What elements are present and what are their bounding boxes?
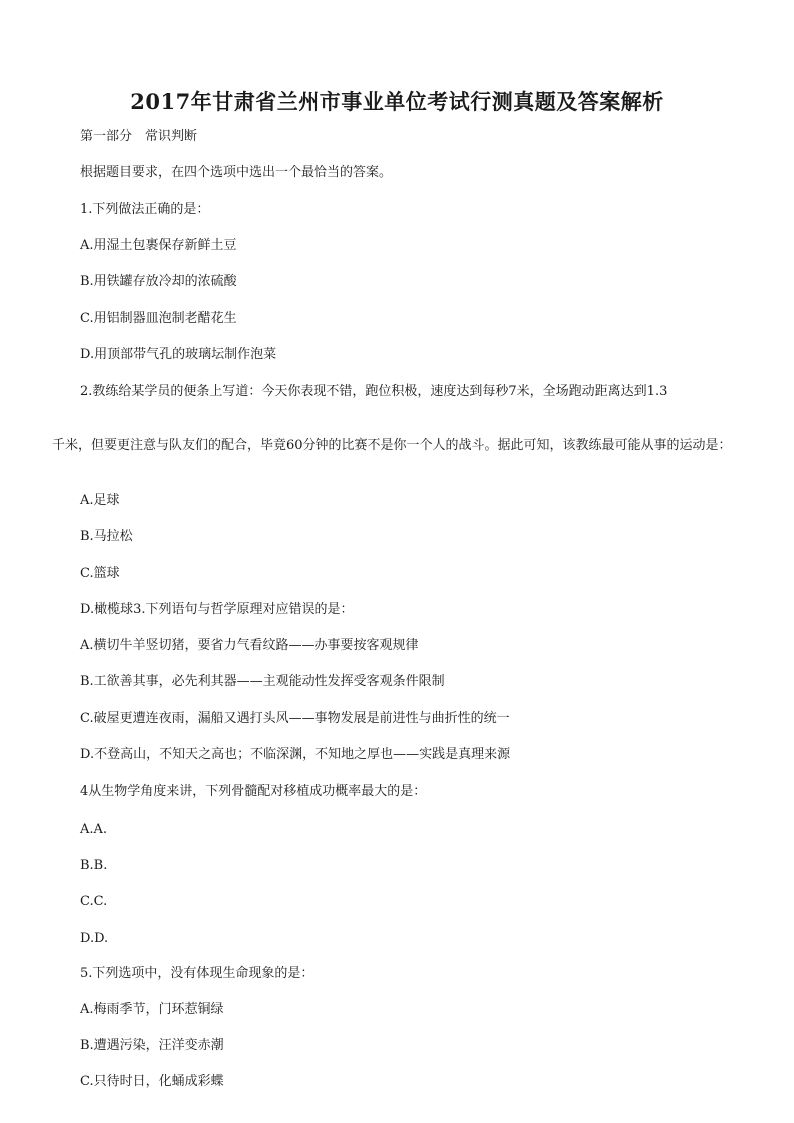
document-title: 2017年甘肃省兰州市事业单位考试行测真题及答案解析 — [130, 89, 664, 114]
question-1-option-a: A.用湿土包裹保存新鲜土豆 — [80, 238, 237, 253]
question-2-option-a: A.足球 — [80, 493, 120, 508]
question-3-option-b: B.工欲善其事，必先利其器——主观能动性发挥受客观条件限制 — [80, 674, 445, 689]
question-4-option-b: B.B. — [80, 858, 108, 873]
question-5-stem: 5.下列选项中，没有体现生命现象的是： — [80, 966, 314, 981]
question-4-stem: 4从生物学角度来讲，下列骨髓配对移植成功概率最大的是： — [80, 784, 427, 799]
question-3-option-c: C.破屋更遭连夜雨，漏船又遇打头风——事物发展是前进性与曲折性的统一 — [80, 711, 510, 726]
section-heading: 第一部分 常识判断 — [80, 129, 198, 144]
question-5-option-c: C.只待时日，化蛹成彩蝶 — [80, 1074, 224, 1089]
question-2-option-c: C.篮球 — [80, 566, 120, 581]
question-2-stem-line1: 2.教练给某学员的便条上写道：今天你表现不错，跑位积极，速度达到每秒7米，全场跑动距离达到1.3 — [80, 384, 668, 399]
question-1-stem: 1.下列做法正确的是： — [80, 202, 210, 217]
question-3-option-d: D.不登高山，不知天之高也；不临深渊，不知地之厚也——实践是真理来源 — [80, 747, 511, 762]
instruction-text: 根据题目要求，在四个选项中选出一个最恰当的答案。 — [80, 165, 393, 180]
question-5-option-a: A.梅雨季节，门环惹铜绿 — [80, 1002, 224, 1017]
question-5-option-b: B.遭遇污染，汪洋变赤潮 — [80, 1038, 224, 1053]
question-1-option-c: C.用铝制器皿泡制老醋花生 — [80, 311, 237, 326]
question-4-option-d: D.D. — [80, 931, 109, 946]
question-2-option-d-and-question-3-stem: D.橄榄球3.下列语句与哲学原理对应错误的是： — [80, 602, 354, 617]
question-1-option-d: D.用顶部带气孔的玻璃坛制作泡菜 — [80, 347, 277, 362]
question-1-option-b: B.用铁罐存放冷却的浓硫酸 — [80, 274, 237, 289]
question-4-option-a: A.A. — [80, 822, 108, 837]
question-3-option-a: A.横切牛羊竖切猪，要省力气看纹路——办事要按客观规律 — [80, 638, 419, 653]
question-2-stem-line2: 千米，但要更注意与队友们的配合，毕竟60分钟的比赛不是你一个人的战斗。据此可知，该教练最可能从事的运动是： — [52, 438, 732, 453]
question-2-option-b: B.马拉松 — [80, 529, 133, 544]
question-4-option-c: C.C. — [80, 894, 108, 909]
